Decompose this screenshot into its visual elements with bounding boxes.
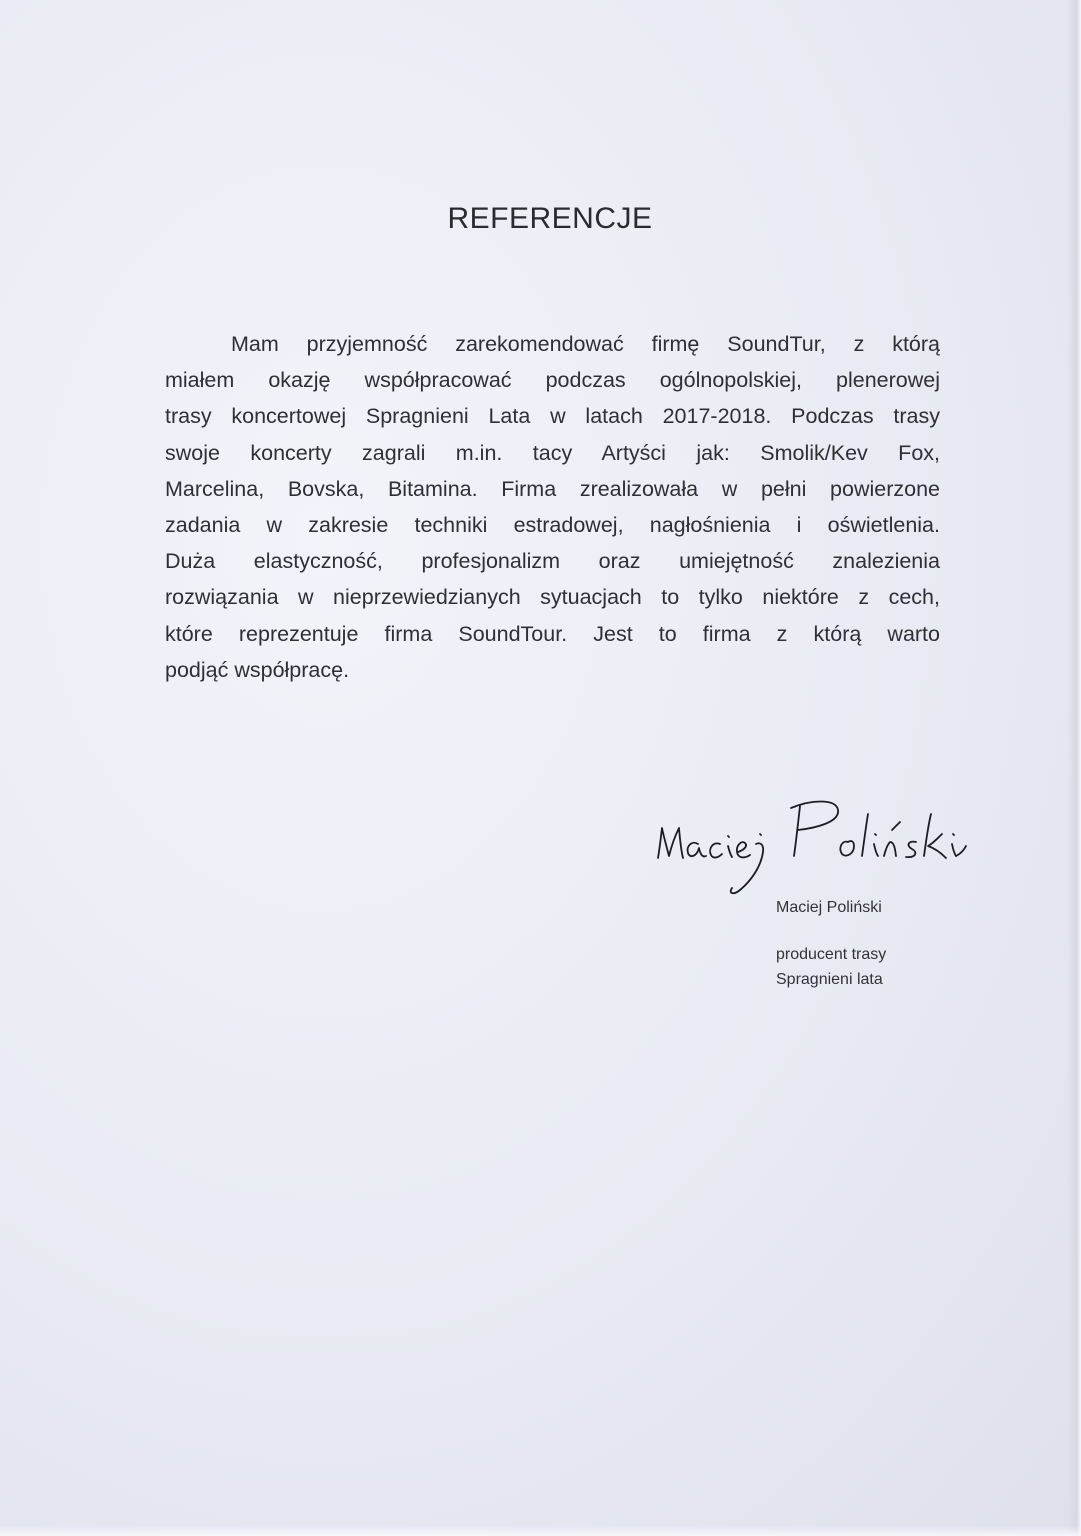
paper-edge-bottom: [0, 1526, 1081, 1536]
body-line: Marcelina, Bovska, Bitamina. Firma zrealizowała w pełni powierzone: [165, 476, 940, 501]
signatory-role-line: Spragnieni lata: [776, 971, 883, 988]
signatory-name: Maciej Poliński: [776, 899, 882, 916]
body-line: podjąć współpracę.: [165, 657, 350, 682]
body-line: swoje koncerty zagrali m.in. tacy Artyści jak: Smolik/Kev Fox,: [165, 440, 940, 465]
body-line: rozwiązania w nieprzewiedzianych sytuacjach to tylko niektóre z cech,: [165, 585, 940, 610]
body-line: które reprezentuje firma SoundTour. Jest to firma z którą warto: [165, 621, 940, 646]
body-line: miałem okazję współpracować podczas ogólnopolskiej, plenerowej: [165, 368, 940, 393]
document-title: REFERENCJE: [447, 202, 653, 235]
signatory-role: [776, 942, 886, 992]
body-line: trasy koncertowej Spragnieni Lata w latach 2017-2018. Podczas trasy: [165, 404, 940, 429]
signatory-role-line: producent trasy: [776, 946, 887, 963]
handwritten-signature: [648, 786, 978, 901]
body-line: Mam przyjemność zarekomendować firmę SoundTur, z którą: [231, 332, 940, 356]
body-line: Duża elastyczność, profesjonalizm oraz umiejętność znalezienia: [165, 549, 940, 574]
body-line: zadania w zakresie techniki estradowej, nagłośnienia i oświetlenia.: [165, 512, 940, 537]
body-paragraph: [165, 326, 940, 688]
